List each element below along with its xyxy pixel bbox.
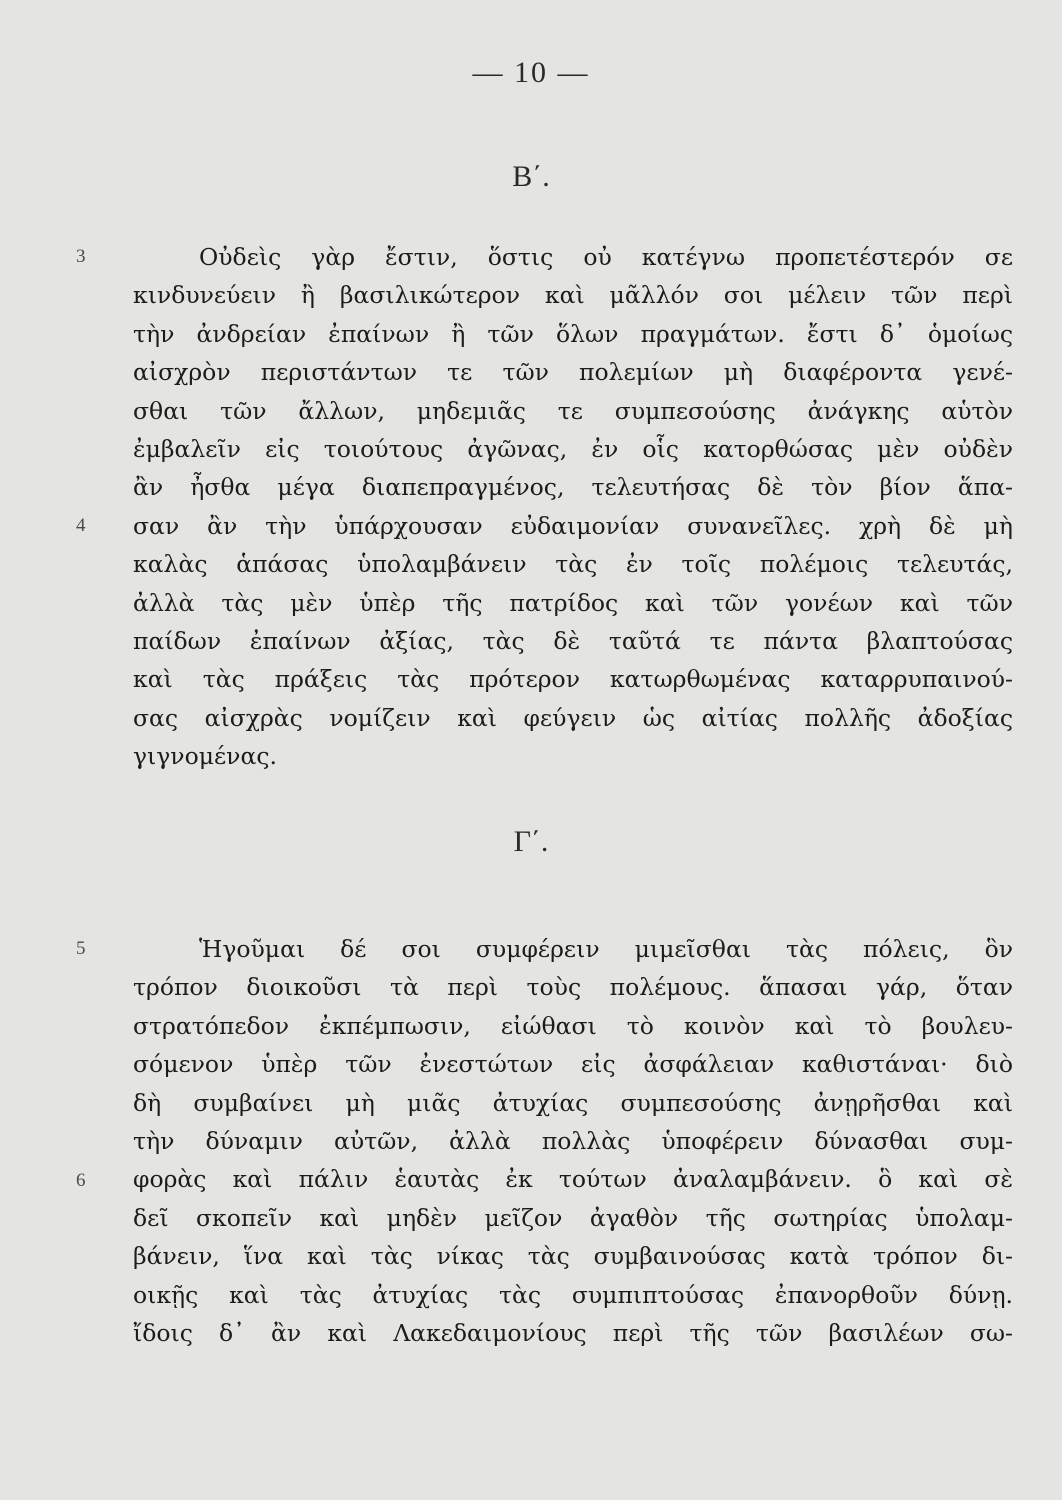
- text-line: βάνειν, ἵνα καὶ τὰς νίκας τὰς συμβαινούσας κατὰ τρόπον δι-: [133, 1242, 1013, 1271]
- text-line: σόμενον ὑπὲρ τῶν ἐνεστώτων εἰς ἀσφάλειαν καθιστάναι· διὸ: [133, 1050, 1013, 1079]
- text-line: τὴν δύναμιν αὐτῶν, ἀλλὰ πολλὰς ὑποφέρειν δύνασθαι συμ-: [133, 1126, 1013, 1155]
- text-line: τὴν ἀνδρείαν ἐπαίνων ἢ τῶν ὅλων πραγμάτων. ἔστι δ᾽ ὁμοίως: [133, 319, 1013, 348]
- text-line: γιγνομένας.: [133, 742, 277, 771]
- paragraph-g: [133, 930, 1013, 1352]
- paragraph-b: [133, 238, 1013, 775]
- text-line: ἐμβαλεῖν εἰς τοιούτους ἀγῶνας, ἐν οἷς κατορθώσας μὲν οὐδὲν: [133, 434, 1013, 463]
- text-line: οικῇς καὶ τὰς ἀτυχίας τὰς συμπιπτούσας ἐπανορθοῦν δύνῃ.: [133, 1280, 1013, 1309]
- text-line: φορὰς καὶ πάλιν ἑαυτὰς ἐκ τούτων ἀναλαμβάνειν. ὃ καὶ σὲ: [133, 1165, 1013, 1194]
- text-line: καλὰς ἁπάσας ὑπολαμβάνειν τὰς ἐν τοῖς πολέμοις τελευτάς,: [133, 550, 1013, 579]
- text-line: παίδων ἐπαίνων ἀξίας, τὰς δὲ ταῦτά τε πάντα βλαπτούσας: [133, 626, 1013, 655]
- text-line: σας αἰσχρὰς νομίζειν καὶ φεύγειν ὡς αἰτίας πολλῆς ἀδοξίας: [133, 703, 1013, 732]
- text-line: τρόπον διοικοῦσι τὰ περὶ τοὺς πολέμους. ἅπασαι γάρ, ὅταν: [133, 973, 1013, 1002]
- margin-number: 4: [76, 515, 86, 536]
- margin-number: 6: [76, 1170, 86, 1191]
- text-line: δεῖ σκοπεῖν καὶ μηδὲν μεῖζον ἀγαθὸν τῆς σωτηρίας ὑπολαμ-: [133, 1203, 1013, 1232]
- text-line: σαν ἂν τὴν ὑπάρχουσαν εὐδαιμονίαν συνανεῖλες. χρὴ δὲ μὴ: [133, 511, 1013, 540]
- section-heading-b: Β΄.: [512, 160, 550, 193]
- text-line: καὶ τὰς πράξεις τὰς πρότερον κατωρθωμένας καταρρυπαινού-: [133, 665, 1013, 694]
- text-line: ἴδοις δ᾽ ἂν καὶ Λακεδαιμονίους περὶ τῆς τῶν βασιλέων σω-: [133, 1318, 1013, 1347]
- text-line: κινδυνεύειν ἢ βασιλικώτερον καὶ μᾶλλόν σοι μέλειν τῶν περὶ: [133, 281, 1013, 310]
- page-number-header: — 10 —: [472, 56, 590, 89]
- text-line: δὴ συμβαίνει μὴ μιᾶς ἀτυχίας συμπεσούσης ἀνῃρῆσθαι καὶ: [133, 1088, 1013, 1117]
- text-line: αἰσχρὸν περιστάντων τε τῶν πολεμίων μὴ διαφέροντα γενέ-: [133, 358, 1013, 387]
- margin-number: 5: [76, 938, 86, 959]
- text-line: στρατόπεδον ἐκπέμπωσιν, εἰώθασι τὸ κοινὸν καὶ τὸ βουλευ-: [133, 1011, 1013, 1040]
- text-line: Ἡγοῦμαι δέ σοι συμφέρειν μιμεῖσθαι τὰς πόλεις, ὃν: [199, 935, 1013, 963]
- text-line: ἀλλὰ τὰς μὲν ὑπὲρ τῆς πατρίδος καὶ τῶν γονέων καὶ τῶν: [133, 588, 1013, 617]
- text-line: σθαι τῶν ἄλλων, μηδεμιᾶς τε συμπεσούσης ἀνάγκης αὑτὸν: [133, 396, 1013, 425]
- section-heading-g: Γ΄.: [513, 825, 549, 858]
- text-line: Οὐδεὶς γὰρ ἔστιν, ὅστις οὐ κατέγνω προπετέστερόν σε: [199, 243, 1013, 271]
- margin-number: 3: [76, 246, 86, 267]
- text-line: ἂν ἦσθα μέγα διαπεπραγμένος, τελευτήσας δὲ τὸν βίον ἅπα-: [133, 473, 1013, 502]
